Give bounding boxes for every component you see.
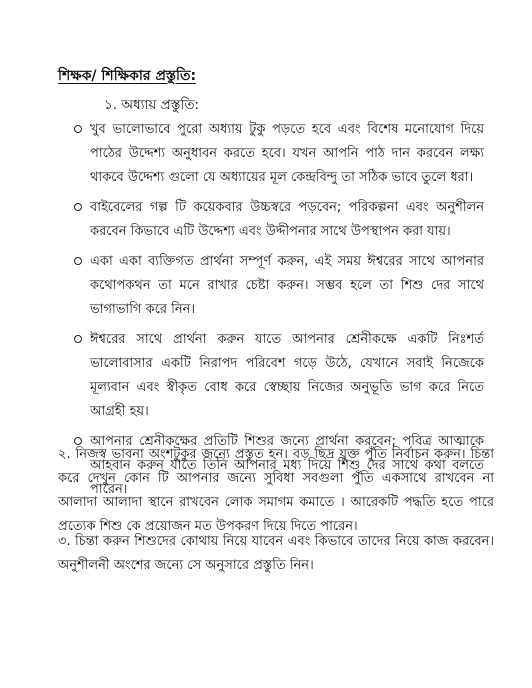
bullet-text: খুব ভালোভাবে পুরো অধ্যায় টুকু পড়তে হবে এবং বিশেষ মনোযোগ দিয়ে পাঠের উদ্দেশ্য অনুধাবন করতে হবে। যখন আপনি পাঠ দান করবেন লক্ষ্য থাকবে উদ্দেশ্য গুলো যে অধ্যায়ের মূল কেন্দ্রবিন্দু তা সঠিক ভাবে তুলে ধরা। [90,122,484,185]
page-heading: শিক্ষক/ শিক্ষিকার প্রস্তুতি: [58,68,197,84]
circle-bullet-icon [74,203,82,211]
paragraph-three: ৩. চিন্তা করুন শিশুদের কোথায় নিয়ে যাবেন এবং কিভাবে তাদের নিয়ে কাজ করবেন। অনুশীলনী অংশের জন্যে সে অনুসারে প্রস্তুতি নিন। [58,534,494,573]
circle-bullet-icon [74,257,82,265]
bullet-item [74,250,484,322]
bullet-text: বাইবেলের গল্প টি কয়েকবার উচ্চস্বরে পড়বেন; পরিকল্পনা এবং অনুশীলন করবেন কিভাবে এটি উদ্দেশ্য এবং উদ্দীপনার সাথে উপস্থাপন করা যায়। [90,200,484,239]
circle-bullet-icon [74,335,82,343]
bullet-text: ঈশ্বরের সাথে প্রার্থনা করুন যাতে আপনার শ্রেনীকক্ষে একটি নিঃশর্ত ভালোবাসার একটি নিরাপদ পরিবেশ গড়ে উঠে, যেখানে সবাই নিজেকে মূল্যবান এবং স্বীকৃত বোধ করে স্বেচ্ছায় নিজের অনুভূতি ভাগ করে নিতে আগ্রহী হয়। [90,332,484,419]
paragraph-two: ২. নিজস্ব ভাবনা অংশটুকুর জন্যে প্রস্তুত হন। বড় ছিদ্র যুক্ত পুঁতি নির্বাচন করুন। চিন্তা করে দেখুন কোন টি আপনার জন্যে সুবিধা সবগুলা পুঁতি একসাথে রাখবেন না আলাদা আলাদা স্থানে রাখবেন লোক সমাগম কমাতে । আরেকটি পদ্ধতি হতে পারে প্রত্যেক শিশু কে প্রয়োজন মত উপকরণ দিয়ে দিতে পারেন। [58,447,494,534]
circle-bullet-icon [74,125,82,133]
bullet-item [74,328,484,424]
bullet-item [74,196,484,244]
bullet-text: আপনার শ্রেনীকক্ষের প্রতিটি শিশুর জন্যে প্রার্থনা করবেন; পবিত্র আত্মাকে আহবান করুন যাতে তিনি আপনার মধ্য দিয়ে শিশু দের সাথে কথা বলতে পারেন। [90,434,484,497]
bullet-text: একা একা ব্যক্তিগত প্রার্থনা সম্পূর্ণ করুন, এই সময় ঈশ্বরের সাথে আপনার কথোপকথন তা মনে রাখার চেষ্টা করুন। সম্ভব হলে তা শিশু দের সাথে ভাগাভাগি করে নিন। [90,254,484,317]
bullet-item [74,118,484,190]
section-one-title: ১. অধ্যায় প্রস্তুতি: [104,97,199,113]
